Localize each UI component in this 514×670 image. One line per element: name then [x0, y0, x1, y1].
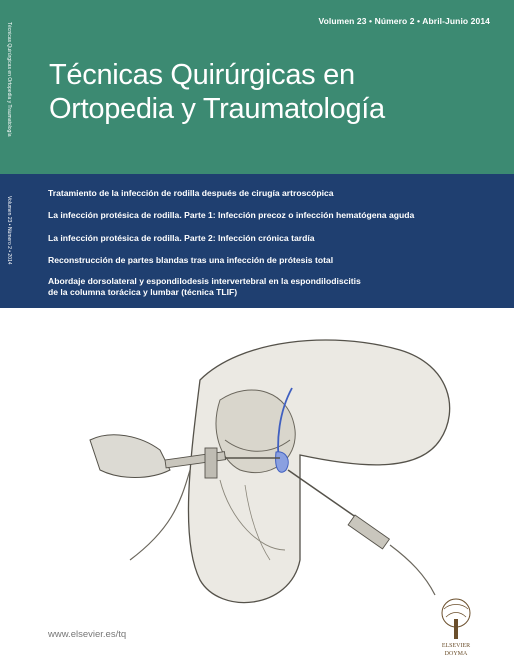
- toc-item-4[interactable]: Reconstrucción de partes blandas tras una infección de prótesis total: [48, 255, 334, 265]
- toc-item-2[interactable]: La infección protésica de rodilla. Parte 1: Infección precoz o infección hematógena aguda: [48, 210, 415, 220]
- knee-arthroscopy-illustration: [70, 320, 510, 630]
- svg-text:DOYMA: DOYMA: [444, 651, 468, 657]
- spine-issue: Volumen 23 • Número 2 • 2014: [6, 196, 12, 265]
- toc-item-5-line1[interactable]: Abordaje dorsolateral y espondilodesis intervertebral en la espondilodiscitis: [48, 276, 361, 286]
- arthroscope-head: [205, 448, 217, 478]
- svg-text:ELSEVIER: ELSEVIER: [441, 643, 471, 649]
- toc-item-5-line2[interactable]: de la columna torácica y lumbar (técnica TLIF): [48, 287, 238, 297]
- elsevier-tree-logo: [428, 597, 484, 659]
- instrument-cable: [390, 545, 435, 595]
- journal-url[interactable]: www.elsevier.es/tq: [48, 629, 127, 640]
- issue-line: Volumen 23 • Número 2 • Abril-Junio 2014: [318, 16, 490, 26]
- hand-left: [90, 435, 170, 478]
- instrument-handle: [348, 515, 389, 549]
- toc-item-1[interactable]: Tratamiento de la infección de rodilla después de cirugía artroscópica: [48, 188, 334, 198]
- journal-title-line2: Ortopedia y Traumatología: [49, 93, 385, 125]
- journal-title: [49, 58, 509, 126]
- spine-title: Técnicas Quirúrgicas en Ortopedia y Traumatología: [6, 22, 12, 137]
- cable: [130, 470, 190, 560]
- toc-item-3[interactable]: La infección protésica de rodilla. Parte 2: Infección crónica tardía: [48, 233, 315, 243]
- spine-strip: [0, 0, 37, 670]
- journal-title-line1: Técnicas Quirúrgicas en: [49, 59, 355, 91]
- cover-header: [37, 0, 514, 174]
- table-of-contents: [37, 174, 514, 308]
